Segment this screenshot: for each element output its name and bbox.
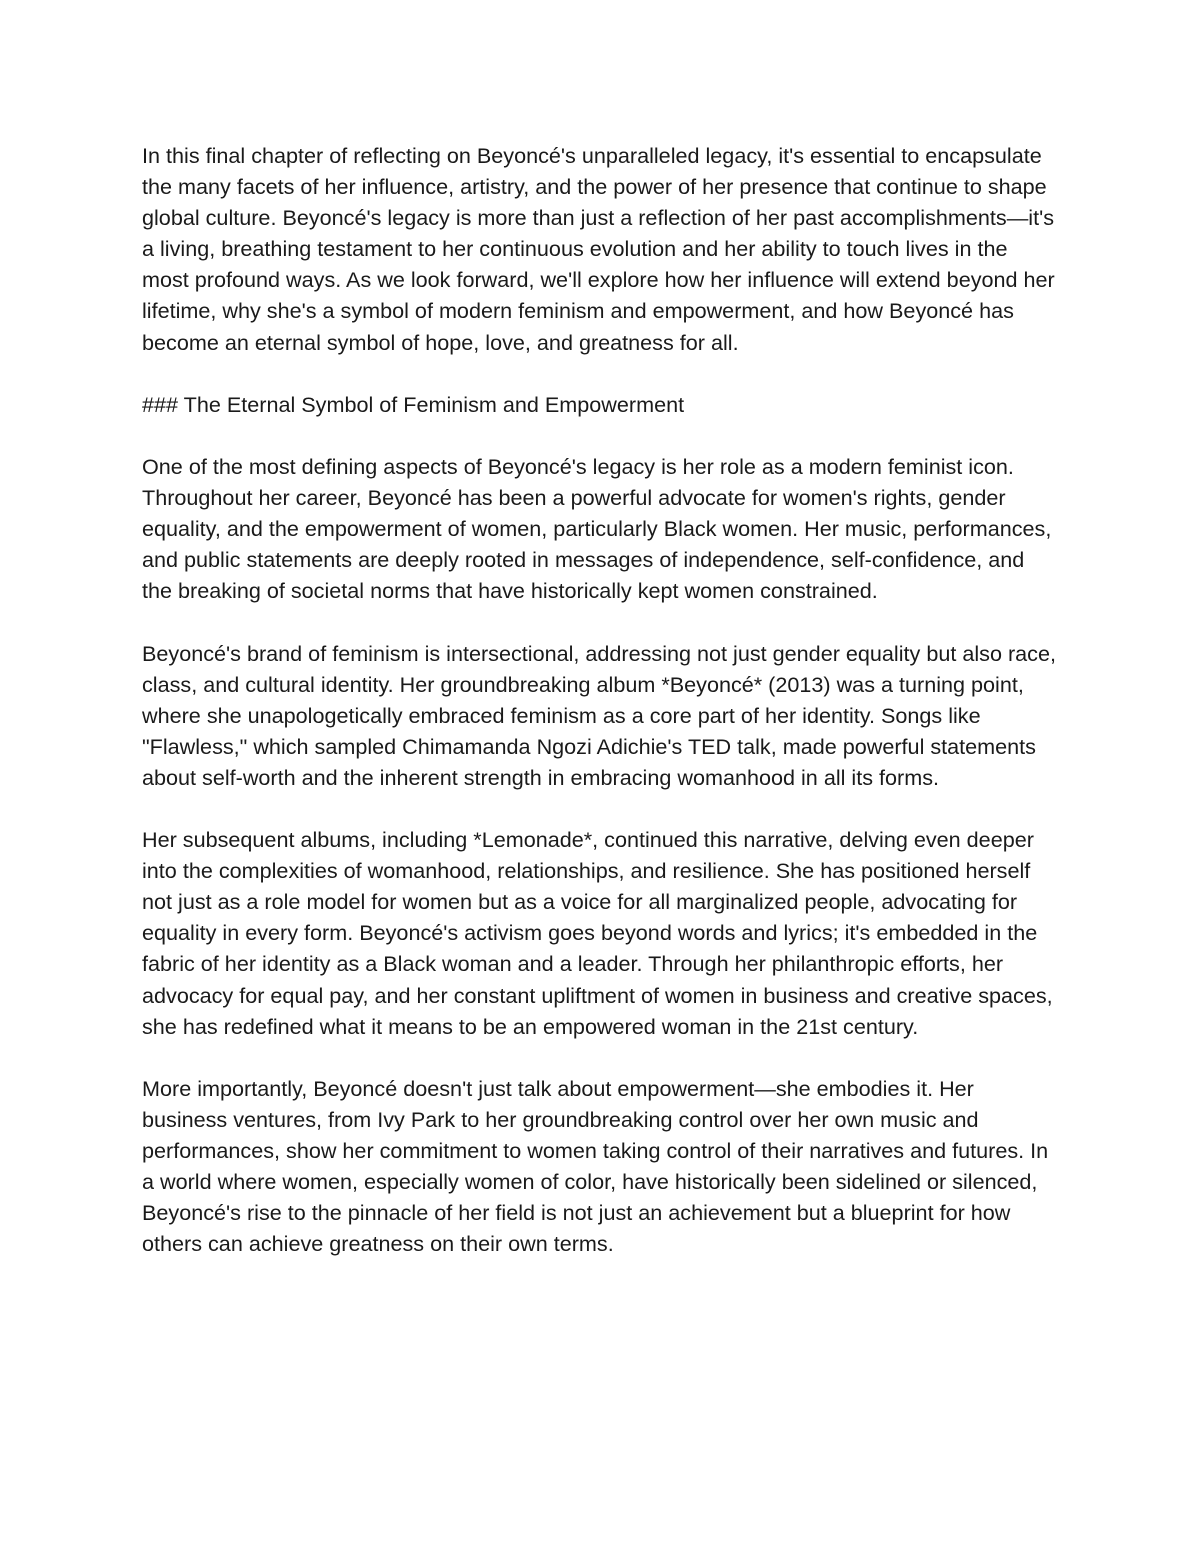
body-paragraph-3: Her subsequent albums, including *Lemonade*, continued this narrative, delving even deeper into the complexities of womanhood, relationships, and resilience. She has positioned herself not just as a role model for women but as a voice for all marginalized people, advocating for equality in every form. Beyoncé's activism goes beyond words and lyrics; it's embedded in the fabric of her identity as a Black woman and a leader. Through her philanthropic efforts, her advocacy for equal pay, and her constant upliftment of women in business and creative spaces, she has redefined what it means to be an empowered woman in the 21st century. [142, 827, 1053, 1039]
body-paragraph-1: One of the most defining aspects of Beyoncé's legacy is her role as a modern feminist icon. Throughout her career, Beyoncé has been a powerful advocate for women's rights, gender equality, and the empowerment of women, particularly Black women. Her music, performances, and public statements are deeply rooted in messages of independence, self-confidence, and the breaking of societal norms that have historically kept women constrained. [142, 453, 1052, 604]
intro-paragraph: In this final chapter of reflecting on Beyoncé's unparalleled legacy, it's essential to encapsulate the many facets of her influence, artistry, and the power of her presence that continue to shape global culture. Beyoncé's legacy is more than just a reflection of her past accomplishments—it's a living, breathing testament to her continuous evolution and her ability to touch lives in the most profound ways. As we look forward, we'll explore how her influence will extend beyond her lifetime, why she's a symbol of modern feminism and empowerment, and how Beyoncé has become an eternal symbol of hope, love, and greatness for all. [142, 143, 1055, 355]
body-paragraph-4: More importantly, Beyoncé doesn't just talk about empowerment—she embodies it. Her business ventures, from Ivy Park to her groundbreaking control over her own music and performances, show her commitment to women taking control of their narratives and futures. In a world where women, especially women of color, have historically been sidelined or silenced, Beyoncé's rise to the pinnacle of her field is not just an achievement but a blueprint for how others can achieve greatness on their own terms. [142, 1075, 1049, 1257]
section-heading: ### The Eternal Symbol of Feminism and Empowerment [142, 391, 685, 417]
body-paragraph-2: Beyoncé's brand of feminism is intersectional, addressing not just gender equality but also race, class, and cultural identity. Her groundbreaking album *Beyoncé* (2013) was a turning point, where she unapologetically embraced feminism as a core part of her identity. Songs like "Flawless," which sampled Chimamanda Ngozi Adichie's TED talk, made powerful statements about self-worth and the inherent strength in embracing womanhood in all its forms. [142, 640, 1056, 790]
